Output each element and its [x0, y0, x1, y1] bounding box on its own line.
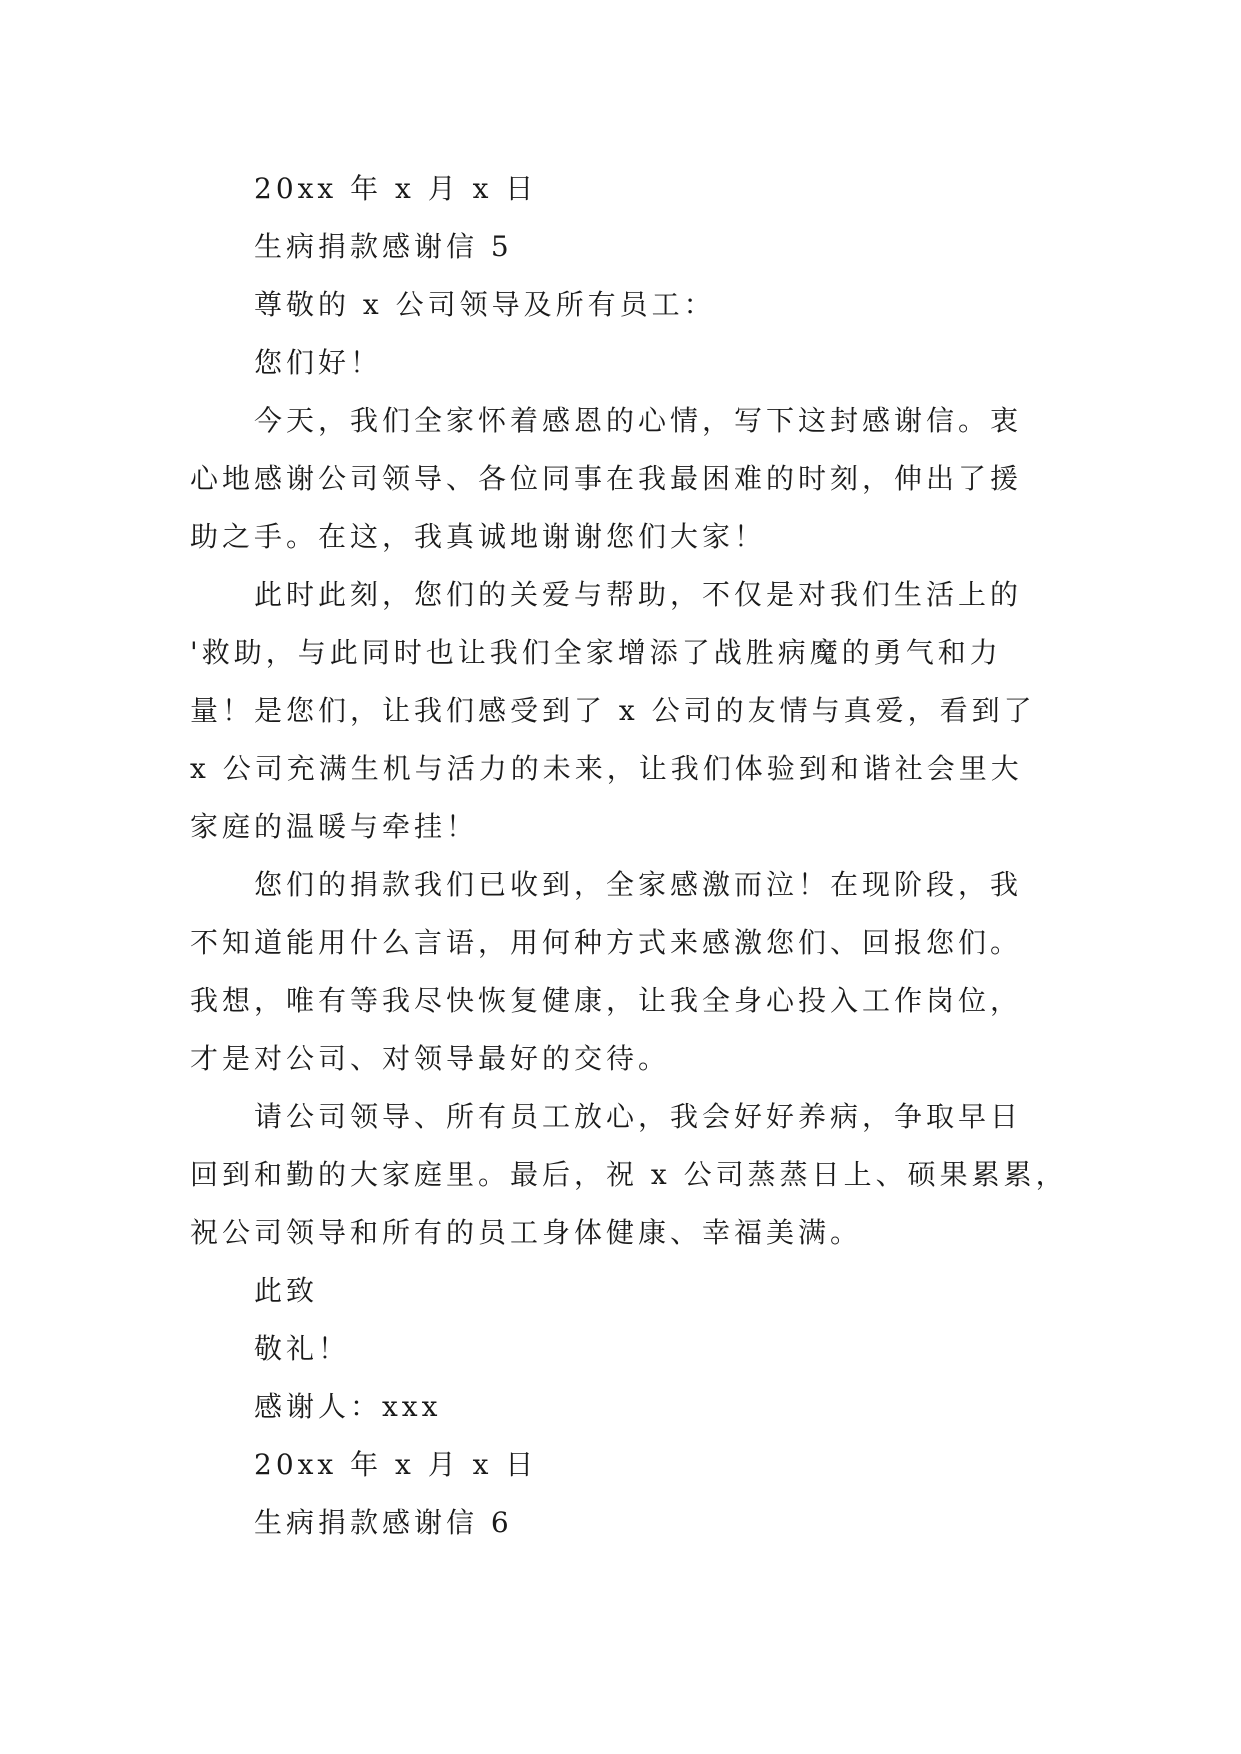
paragraph-4-line-3: 祝公司领导和所有的员工身体健康、幸福美满。 [190, 1216, 863, 1249]
paragraph-2-line-4: x 公司充满生机与活力的未来，让我们体验到和谐社会里大 [190, 752, 1023, 785]
paragraph-1-line-3: 助之手。在这，我真诚地谢谢您们大家！ [190, 520, 767, 553]
greeting: 您们好！ [254, 346, 383, 379]
paragraph-3-line-3: 我想，唯有等我尽快恢复健康，让我全身心投入工作岗位， [190, 984, 1023, 1017]
closing-1: 此致 [254, 1274, 319, 1307]
paragraph-3-line-2: 不知道能用什么言语，用何种方式来感激您们、回报您们。 [190, 926, 1023, 959]
signature-date: 20xx 年 x 月 x 日 [254, 1448, 538, 1481]
letter-title: 生病捐款感谢信 5 [254, 230, 513, 263]
signature: 感谢人：xxx [254, 1390, 442, 1423]
date-line: 20xx 年 x 月 x 日 [254, 172, 538, 205]
closing-2: 敬礼！ [254, 1332, 351, 1365]
paragraph-3-line-4: 才是对公司、对领导最好的交待。 [190, 1042, 671, 1075]
paragraph-4-line-2: 回到和勤的大家庭里。最后，祝 x 公司蒸蒸日上、硕果累累， [190, 1158, 1068, 1191]
paragraph-2-line-1: 此时此刻，您们的关爱与帮助，不仅是对我们生活上的 [254, 578, 1023, 611]
paragraph-1-line-1: 今天，我们全家怀着感恩的心情，写下这封感谢信。衷 [254, 404, 1023, 437]
paragraph-3-line-1: 您们的捐款我们已收到，全家感激而泣！在现阶段，我 [254, 868, 1023, 901]
salutation: 尊敬的 x 公司领导及所有员工： [254, 288, 716, 321]
paragraph-2-line-2: '救助，与此同时也让我们全家增添了战胜病魔的勇气和力 [190, 636, 1002, 669]
paragraph-4-line-1: 请公司领导、所有员工放心，我会好好养病，争取早日 [254, 1100, 1023, 1133]
letter-body [190, 160, 1070, 1552]
paragraph-2-line-5: 家庭的温暖与牵挂！ [190, 810, 479, 843]
paragraph-1-line-2: 心地感谢公司领导、各位同事在我最困难的时刻，伸出了援 [190, 462, 1023, 495]
paragraph-2-line-3: 量！是您们，让我们感受到了 x 公司的友情与真爱，看到了 [190, 694, 1036, 727]
next-letter-title: 生病捐款感谢信 6 [254, 1506, 513, 1539]
